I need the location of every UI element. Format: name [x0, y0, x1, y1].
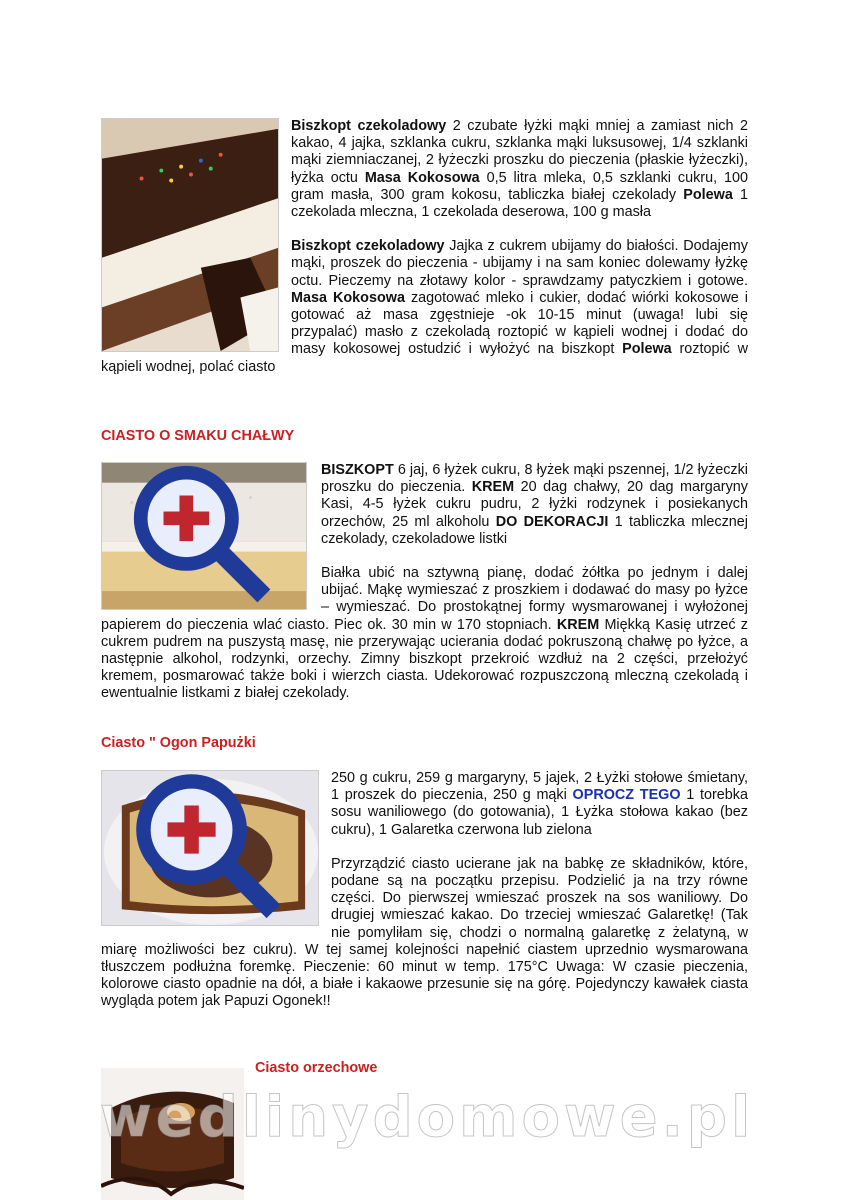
text-halva-method: Białka ubić na sztywną pianę, dodać żółtka po jednym i dalej ubijać. Mąkę wymieszać z proszkiem i dodawać do masy po łyżce – wymieszać. Do prostokątnej formy wysmarowanej i wyłożonej papierem do pieczenia wlać ciasto. Piec ok. 30 min w 170 stopniach.	[101, 565, 748, 633]
text-halva-sponge: 6 jaj, 6 łyżek cukru, 8 łyżek mąki pszennej, 1/2 łyżeczki proszku do pieczenia.	[321, 462, 748, 496]
text-sponge-method: Jajka z cukrem ubijamy do białości. Dodajemy mąki, proszek do pieczenia - ubijamy i na sam koniec dolewamy łyżkę octu. Pieczemy na złotawy kolor - sprawdzamy patyczkiem i gotowe.	[291, 238, 748, 289]
text-coconut-ingredients: 0,5 litra mleka, 0,5 szklanki cukru, 100 gram masła, 300 gram kokosu, tabliczka białej czekolady	[291, 169, 749, 203]
label-coconut-method: Masa Kokosowa	[291, 289, 405, 306]
zoom-in-icon[interactable]	[101, 770, 314, 921]
heading-parrot-tail-cake: Ciasto " Ogon Papużki	[101, 735, 256, 751]
photo-halva-cake	[101, 462, 307, 610]
recipe-chocolate-coconut	[101, 118, 748, 376]
label-halva-sponge: BISZKOPT	[321, 462, 394, 478]
text-parrot-ingredients: 250 g cukru, 259 g margaryny, 5 jajek, 2 Łyżki stołowe śmietany, 1 proszek do pieczenia, 250 g mąki	[331, 770, 748, 804]
label-glaze-ingredients: Polewa	[683, 186, 733, 203]
label-halva-decoration: DO DEKORACJI	[495, 513, 609, 530]
heading-nut-cake: Ciasto orzechowe	[255, 1060, 378, 1076]
heading-halva-cake: CIASTO O SMAKU CHAŁWY	[101, 428, 295, 444]
photo-parrot-tail-cake	[101, 770, 319, 926]
recipe-parrot-tail-cake	[101, 770, 748, 1011]
text-coconut-method: zagotować mleko i cukier, dodać wiórki kokosowe i gotować aż masa zgęstnieje -ok 10-15 minut (uwaga! lubi się przypalać) masło z czekoladą roztopić w kąpieli wodnej i dodać do masy kokosowej ostudzić i wyłożyć na biszkopt	[291, 289, 748, 358]
label-sponge-ingredients: Biszkopt czekoladowy	[291, 118, 447, 134]
text-parrot-extra: 1 torebka sosu waniliowego (do gotowania), 1 Łyżka stołowa kakao (bez cukru), 1 Galaretka czerwona lub zielona	[331, 787, 748, 838]
label-sponge-method: Biszkopt czekoladowy	[291, 238, 445, 255]
photo-chocolate-coconut-cake	[101, 118, 279, 352]
text-glaze-ingredients: 1 czekolada mleczna, 1 czekolada deserowa, 100 g masła	[291, 186, 748, 221]
label-parrot-extra: OPROCZ TEGO	[572, 787, 681, 804]
text-halva-cream: 20 dag chałwy, 20 dag margaryny Kasi, 4-5 łyżek cukru pudru, 2 łyżki rodzynek i posiekanych orzechów, 25 ml alkoholu	[321, 479, 748, 530]
text-halva-cream-method: Miękką Kasię utrzeć z cukrem pudrem na puszystą masę, nie przerywając ucierania dodać pokruszoną chałwę po łyżce, a następnie alkohol, rodzynki, orzechy. Zimny biszkopt przekroić wzdłuż na 2 części, przełożyć kremem, posmarować także boki i wierzch ciasta. Udekorować rozpuszczoną mleczną czekoladą i ewentualnie listkami z białej czekolady.	[101, 616, 748, 702]
recipe-halva-cake	[101, 462, 748, 703]
text-halva-decoration: 1 tabliczka mlecznej czekolady, czekoladowe listki	[321, 513, 748, 547]
label-glaze-method: Polewa	[622, 341, 672, 358]
label-halva-cream-method: KREM	[556, 616, 600, 633]
text-glaze-method: roztopić w kąpieli wodnej, polać ciasto	[101, 341, 748, 375]
text-parrot-method: Przyrządzić ciasto ucierane jak na babkę ze składników, które, podane są na początku przepisu. Podzielić ja na trzy równe części. Do pierwszej wmieszać proszek na sos waniliowy. Do drugiej wmieszać kakao. Do trzeciej wmieszać Galaretkę! (Tak nie pomyliłam się, chodzi o normalną galaretkę z żelatyną, w miarę możliwości bez cukru). W tej samej kolejności napełnić ciastem uprzednio wysmarowana tłuszczem podłużna foremkę. Pieczenie: 60 minut w temp. 175°C Uwaga: W czasie pieczenia, kolorowe ciasto opadnie na dół, a białe i kakaowe przesunie się na górę. Pojedynczy kawałek ciasta wygląda potem jak Papuzi Ogonek!!	[101, 855, 748, 1010]
zoom-in-icon[interactable]	[101, 462, 302, 605]
label-coconut-ingredients: Masa Kokosowa	[364, 169, 480, 186]
watermark: wedlinydomowe.pl	[100, 1085, 755, 1150]
label-halva-cream: KREM	[471, 479, 515, 496]
text-sponge-ingredients: 2 czubate łyżki mąki mniej a zamiast nich 2 kakao, 4 jajka, szklanka cukru, szklanka mąki luksusowej, 1/4 szklanki mąki ziemniaczanej, 2 łyżeczki proszku do pieczenia (płaskie łyżeczki), łyżka octu	[291, 118, 748, 186]
